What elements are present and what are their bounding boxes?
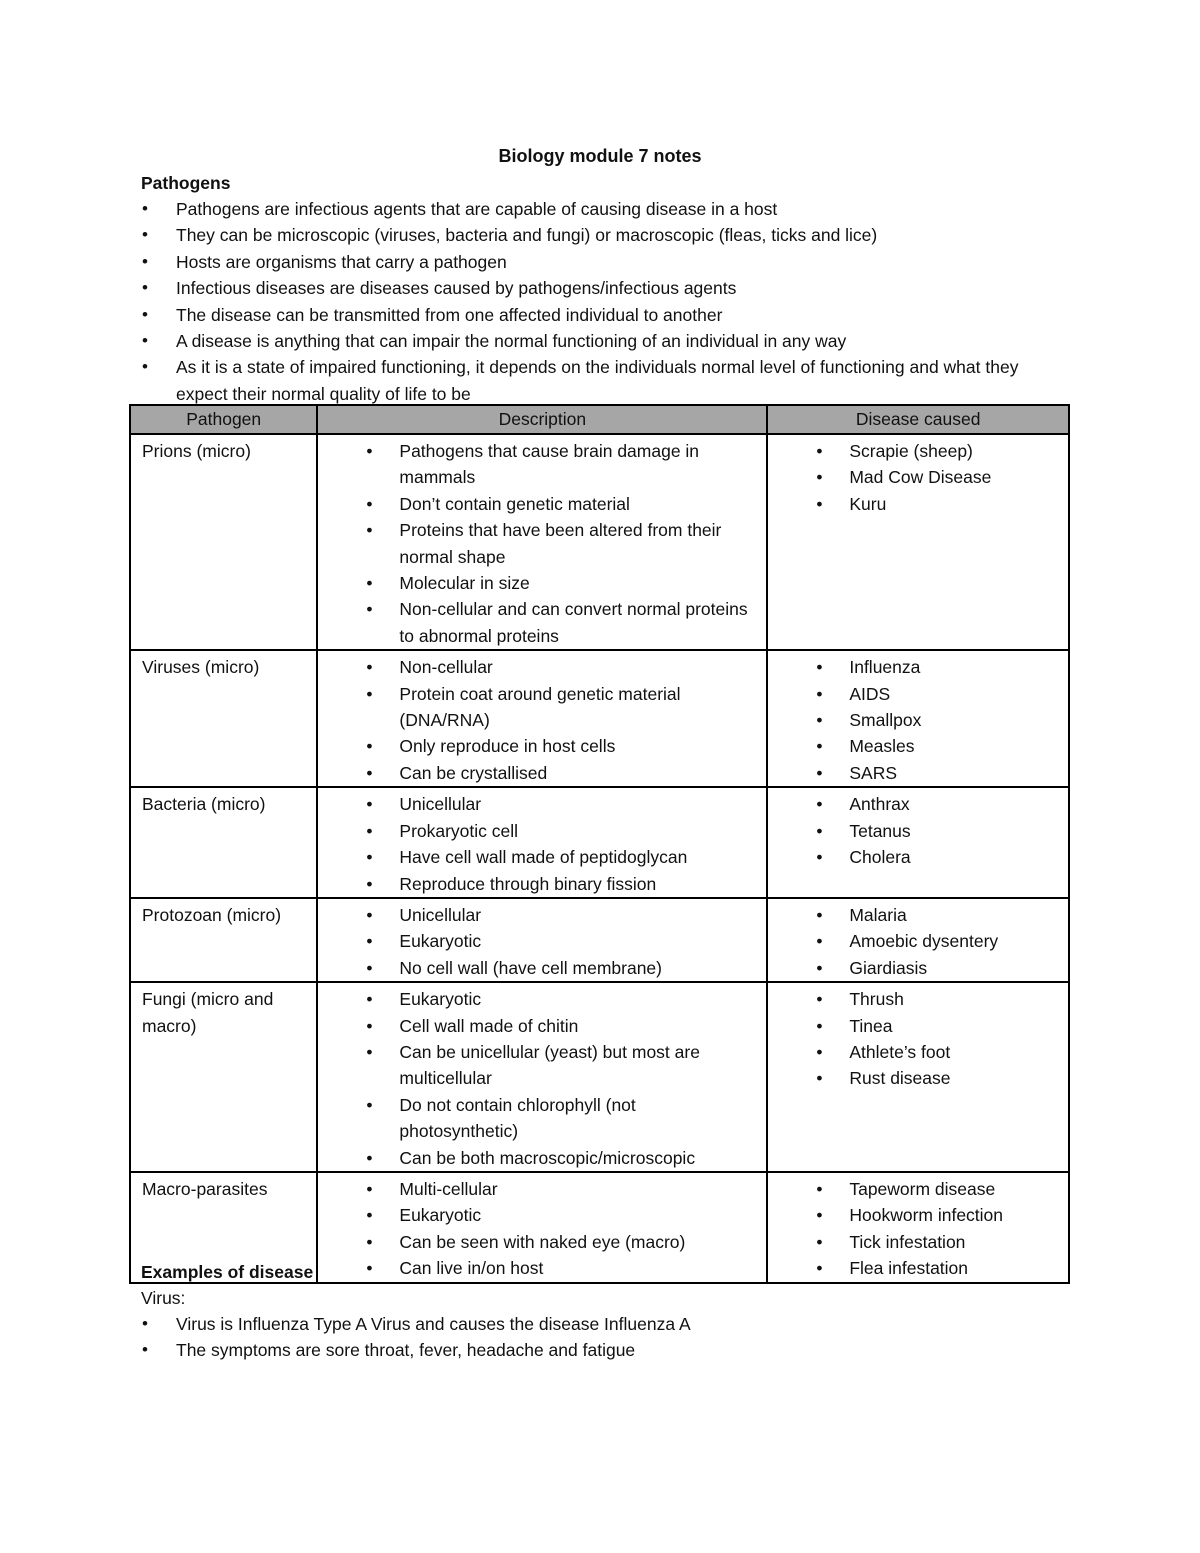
list-item: • Anthrax (768, 791, 1060, 817)
table-row (130, 898, 1069, 982)
list-item: • A disease is anything that can impair the normal functioning of an individual in any way (141, 328, 1061, 354)
list-item: • SARS (768, 760, 1060, 786)
table-row (130, 650, 1069, 787)
disease-list (768, 651, 1068, 786)
examples-heading: Examples of disease (141, 1262, 314, 1282)
list-item: • Reproduce through binary fission (318, 871, 758, 897)
column-header-disease-caused: Disease caused (767, 405, 1069, 434)
pathogen-name: Prions (micro) (142, 441, 251, 461)
list-item: • Cholera (768, 844, 1060, 870)
list-item: • No cell wall (have cell membrane) (318, 955, 758, 981)
pathogen-table (129, 404, 1070, 1284)
list-item: • Giardiasis (768, 955, 1060, 981)
list-item: • Pathogens are infectious agents that are capable of causing disease in a host (141, 196, 1061, 222)
description-list (318, 899, 766, 981)
list-item: • Athlete’s foot (768, 1039, 1060, 1065)
pathogen-name: Viruses (micro) (142, 657, 260, 678)
list-item: • As it is a state of impaired functioning, it depends on the individuals normal level of functioning and what they expect their normal quality of life to be (141, 354, 1061, 407)
list-item: • The disease can be transmitted from one affected individual to another (141, 302, 1061, 328)
list-item: • Protein coat around genetic material (DNA/RNA) (318, 681, 758, 734)
description-list (318, 788, 766, 897)
list-item: • Pathogens that cause brain damage in mammals (318, 438, 758, 491)
disease-list (768, 983, 1068, 1092)
list-item: • Tick infestation (768, 1229, 1060, 1255)
list-item: • Tapeworm disease (768, 1176, 1060, 1202)
table-row (130, 787, 1069, 898)
page-title: Biology module 7 notes (498, 146, 702, 166)
description-list (318, 983, 766, 1171)
list-item: • Proteins that have been altered from their normal shape (318, 517, 758, 570)
list-item: • Mad Cow Disease (768, 464, 1060, 490)
list-item: • Unicellular (318, 791, 758, 817)
list-item: • Flea infestation (768, 1255, 1060, 1281)
pathogen-name: Macro-parasites (142, 1178, 268, 1199)
list-item: • Hosts are organisms that carry a pathogen (141, 249, 1061, 275)
list-item: • Tetanus (768, 818, 1060, 844)
list-item: • Virus is Influenza Type A Virus and causes the disease Influenza A (141, 1311, 1061, 1337)
list-item: • They can be microscopic (viruses, bacteria and fungi) or macroscopic (fleas, ticks and lice) (141, 222, 1061, 248)
list-item: • Multi-cellular (318, 1176, 758, 1202)
pathogens-bullet-list (141, 196, 1061, 407)
list-item: • The symptoms are sore throat, fever, headache and fatigue (141, 1337, 1061, 1363)
disease-list (768, 1173, 1068, 1282)
list-item: • AIDS (768, 681, 1060, 707)
list-item: • Cell wall made of chitin (318, 1013, 758, 1039)
description-list (318, 1173, 766, 1282)
list-item: • Can live in/on host (318, 1255, 758, 1281)
list-item: • Can be unicellular (yeast) but most are multicellular (318, 1039, 758, 1092)
table-row (130, 982, 1069, 1172)
list-item: • Scrapie (sheep) (768, 438, 1060, 464)
list-item: • Rust disease (768, 1065, 1060, 1091)
list-item: • Infectious diseases are diseases caused by pathogens/infectious agents (141, 275, 1061, 301)
list-item: • Prokaryotic cell (318, 818, 758, 844)
list-item: • Do not contain chlorophyll (not photosynthetic) (318, 1092, 758, 1145)
list-item: • Eukaryotic (318, 1202, 758, 1228)
table-row (130, 434, 1069, 650)
list-item: • Eukaryotic (318, 986, 758, 1012)
column-header-pathogen: Pathogen (130, 405, 317, 434)
list-item: • Can be crystallised (318, 760, 758, 786)
pathogen-name: Fungi (micro and macro) (142, 989, 274, 1036)
list-item: • Eukaryotic (318, 928, 758, 954)
list-item: • Non-cellular (318, 654, 758, 680)
pathogen-name: Protozoan (micro) (142, 904, 282, 925)
list-item: • Have cell wall made of peptidoglycan (318, 844, 758, 870)
list-item: • Can be both macroscopic/microscopic (318, 1145, 758, 1171)
table-header-row (130, 405, 1069, 434)
description-list (318, 435, 766, 649)
list-item: • Molecular in size (318, 570, 758, 596)
list-item: • Amoebic dysentery (768, 928, 1060, 954)
disease-list (768, 435, 1068, 517)
list-item: • Measles (768, 733, 1060, 759)
examples-subheading: Virus: (141, 1288, 186, 1308)
list-item: • Smallpox (768, 707, 1060, 733)
list-item: • Can be seen with naked eye (macro) (318, 1229, 758, 1255)
list-item: • Hookworm infection (768, 1202, 1060, 1228)
disease-list (768, 788, 1068, 870)
disease-list (768, 899, 1068, 981)
column-header-description: Description (317, 405, 767, 434)
list-item: • Tinea (768, 1013, 1060, 1039)
list-item: • Only reproduce in host cells (318, 733, 758, 759)
pathogens-heading: Pathogens (141, 173, 231, 193)
list-item: • Kuru (768, 491, 1060, 517)
list-item: • Unicellular (318, 902, 758, 928)
list-item: • Don’t contain genetic material (318, 491, 758, 517)
list-item: • Thrush (768, 986, 1060, 1012)
list-item: • Influenza (768, 654, 1060, 680)
list-item: • Malaria (768, 902, 1060, 928)
list-item: • Non-cellular and can convert normal proteins to abnormal proteins (318, 596, 758, 649)
description-list (318, 651, 766, 786)
pathogen-name: Bacteria (micro) (142, 794, 266, 815)
examples-bullet-list (141, 1311, 1061, 1364)
